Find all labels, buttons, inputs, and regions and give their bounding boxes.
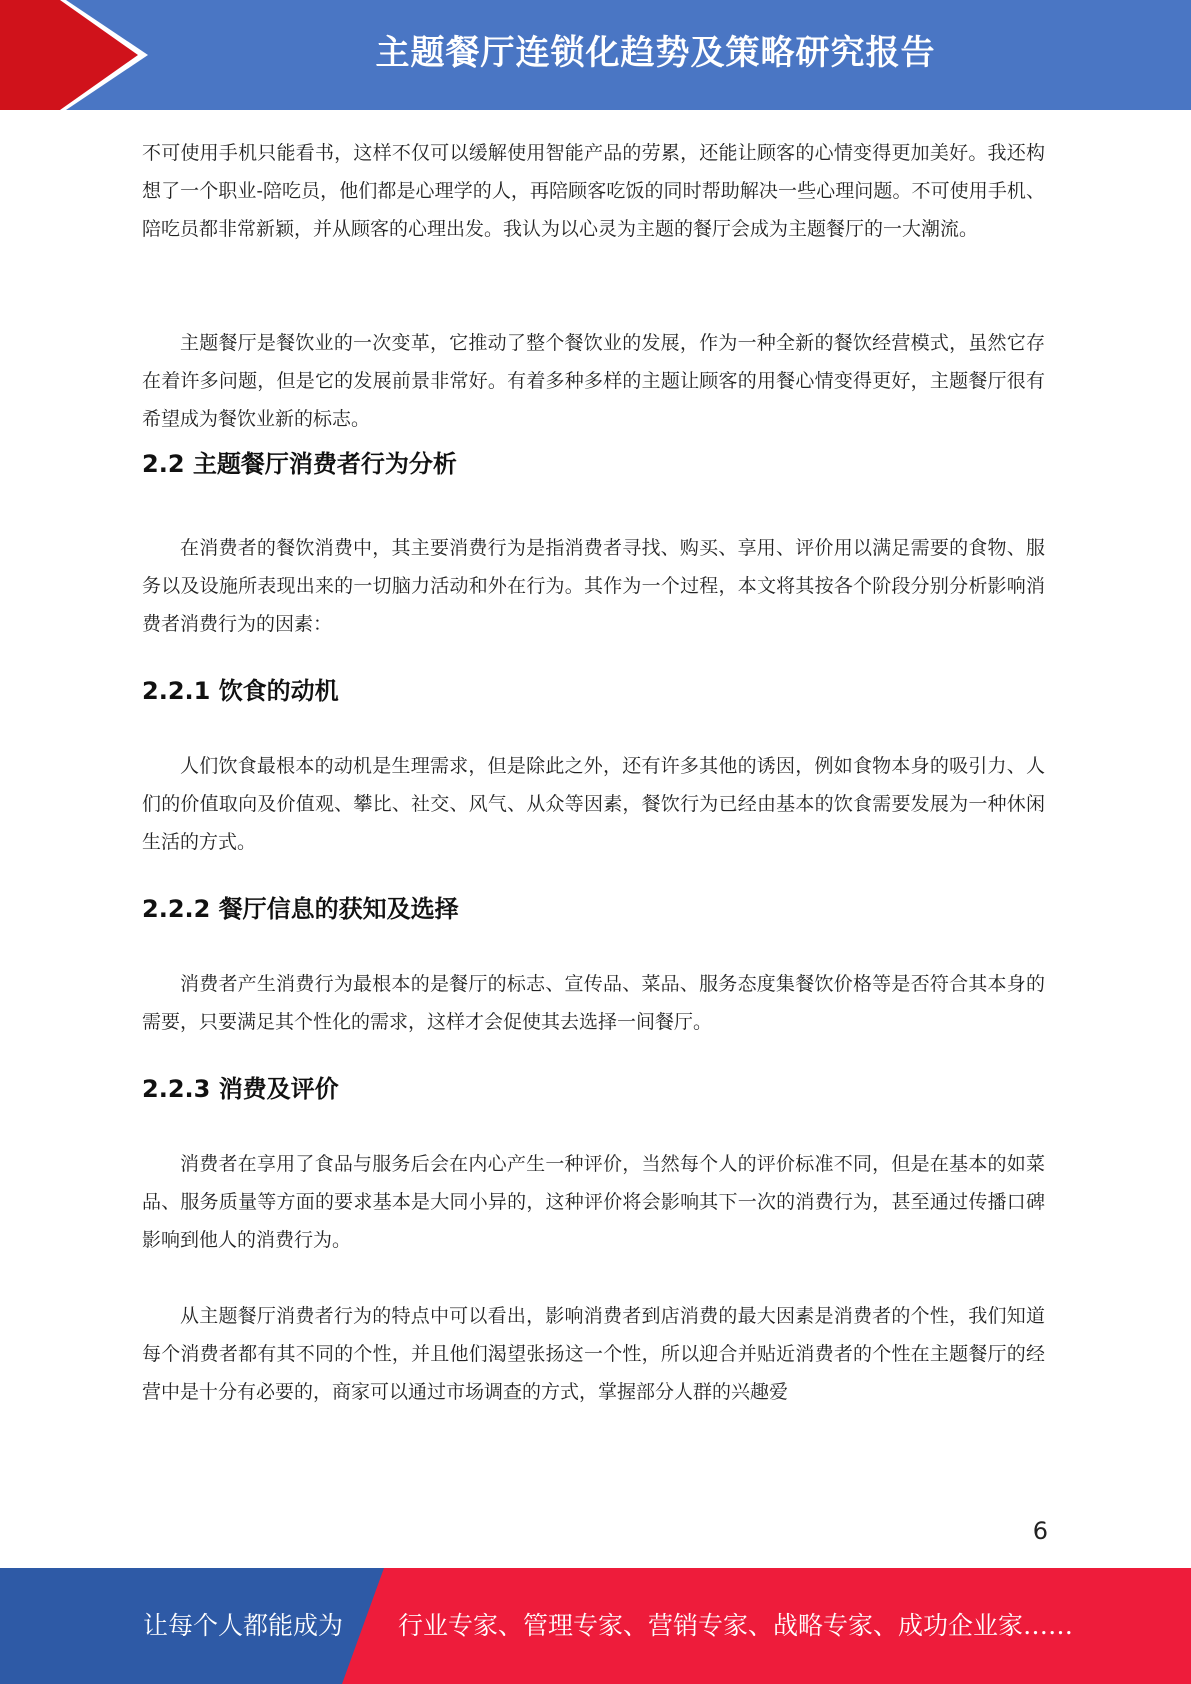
page-number: 6 [1032, 1517, 1048, 1545]
header-arrow-decoration [0, 0, 160, 110]
section-heading-2-2-1: 2.2.1 饮食的动机 [142, 677, 339, 705]
footer-slogan-right: 行业专家、管理专家、营销专家、战略专家、成功企业家…… [398, 1611, 1074, 1640]
section-heading-2-2-3: 2.2.3 消费及评价 [142, 1075, 339, 1103]
paragraph-4: 人们饮食最根本的动机是生理需求，但是除此之外，还有许多其他的诱因，例如食物本身的吸引力、人们的价值取向及价值观、攀比、社交、风气、从众等因素，餐饮行为已经由基本的饮食需要发展为一种休闲生活的方式。 [142, 755, 1045, 853]
footer-slogan-left: 让每个人都能成为 [143, 1611, 344, 1640]
section-heading-2-2-2: 2.2.2 餐厅信息的获知及选择 [142, 895, 459, 923]
document-title: 主题餐厅连锁化趋势及策略研究报告 [375, 33, 936, 73]
paragraph-1: 不可使用手机只能看书，这样不仅可以缓解使用智能产品的劳累，还能让顾客的心情变得更加美好。我还构想了一个职业-陪吃员，他们都是心理学的人，再陪顾客吃饭的同时帮助解决一些心理问题。不可使用手机、陪吃员都非常新颖，并从顾客的心理出发。我认为以心灵为主题的餐厅会成为主题餐厅的一大潮流。 [142, 142, 1045, 240]
page-footer [0, 1568, 1191, 1684]
paragraph-5: 消费者产生消费行为最根本的是餐厅的标志、宣传品、菜品、服务态度集餐饮价格等是否符合其本身的需要，只要满足其个性化的需求，这样才会促使其去选择一间餐厅。 [142, 973, 1045, 1033]
paragraph-3: 在消费者的餐饮消费中，其主要消费行为是指消费者寻找、购买、享用、评价用以满足需要的食物、服务以及设施所表现出来的一切脑力活动和外在行为。其作为一个过程，本文将其按各个阶段分别分析影响消费者消费行为的因素： [142, 537, 1045, 635]
section-heading-2-2: 2.2 主题餐厅消费者行为分析 [142, 450, 457, 478]
paragraph-6: 消费者在享用了食品与服务后会在内心产生一种评价，当然每个人的评价标准不同，但是在基本的如菜品、服务质量等方面的要求基本是大同小异的，这种评价将会影响其下一次的消费行为，甚至通过传播口碑影响到他人的消费行为。 [142, 1153, 1045, 1251]
paragraph-2: 主题餐厅是餐饮业的一次变革，它推动了整个餐饮业的发展，作为一种全新的餐饮经营模式，虽然它存在着许多问题，但是它的发展前景非常好。有着多种多样的主题让顾客的用餐心情变得更好，主题餐厅很有希望成为餐饮业新的标志。 [142, 332, 1045, 430]
main-content [142, 134, 1045, 1411]
paragraph-7: 从主题餐厅消费者行为的特点中可以看出，影响消费者到店消费的最大因素是消费者的个性，我们知道每个消费者都有其不同的个性，并且他们渴望张扬这一个性，所以迎合并贴近消费者的个性在主题餐厅的经营中是十分有必要的，商家可以通过市场调查的方式，掌握部分人群的兴趣爱 [142, 1305, 1045, 1403]
page-header [0, 0, 1191, 110]
